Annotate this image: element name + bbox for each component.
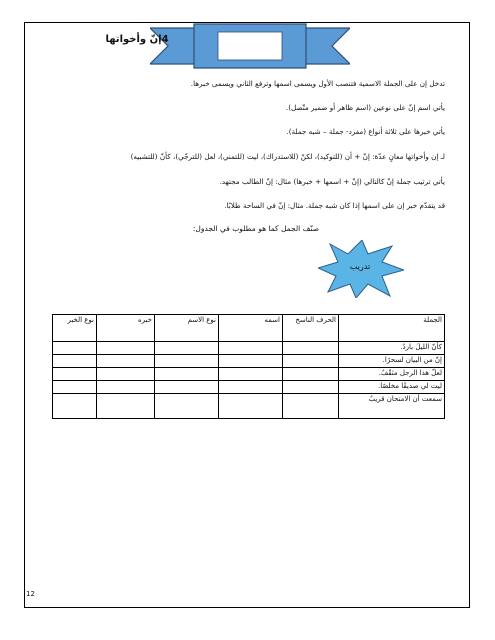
sentence-cell: ليت لي صديقًا مخلصًا. (339, 381, 445, 394)
answer-cell[interactable] (155, 381, 219, 394)
exercise-table (52, 314, 445, 419)
column-header-subject: اسمه (219, 315, 283, 342)
answer-cell[interactable] (155, 355, 219, 368)
exercise-instruction: صنّف الجمل كما هو مطلوب في الجدول: (192, 224, 319, 233)
answer-cell[interactable] (219, 394, 283, 419)
rule-line-2: يأتي اسم إنّ على نوعين (اسم ظاهر أو ضمير متّصل). (285, 103, 445, 112)
answer-cell[interactable] (97, 355, 155, 368)
answer-cell[interactable] (283, 342, 339, 355)
answer-cell[interactable] (155, 342, 219, 355)
title-banner (150, 22, 350, 70)
sentence-cell: سمعت أن الامتحان قريبٌ (339, 394, 445, 419)
rule-line-1: تدخل إن على الجملة الاسمية فتنصب الأول ويسمى اسمها وترفع الثاني ويسمى خبرها. (190, 79, 445, 88)
answer-cell[interactable] (219, 368, 283, 381)
answer-cell[interactable] (219, 381, 283, 394)
column-header-particle: الحرف الناسخ (283, 315, 339, 342)
column-header-predicate: خبره (97, 315, 155, 342)
column-header-subject-type: نوع الاسم (155, 315, 219, 342)
answer-cell[interactable] (283, 355, 339, 368)
answer-cell[interactable] (283, 381, 339, 394)
answer-cell[interactable] (155, 368, 219, 381)
ribbon-shape (150, 22, 350, 70)
answer-cell[interactable] (53, 394, 97, 419)
answer-cell[interactable] (53, 355, 97, 368)
answer-cell[interactable] (53, 342, 97, 355)
column-header-sentence: الجملة (339, 315, 445, 342)
table-row (53, 394, 445, 419)
answer-cell[interactable] (53, 381, 97, 394)
table-row (53, 355, 445, 368)
sentence-cell: كأنّ الليلَ باردٌ. (339, 342, 445, 355)
rule-line-3: يأتي خبرها على ثلاثة أنواع (مفرد- جملة – شبه جملة). (286, 127, 445, 136)
column-header-predicate-type: نوع الخبر (53, 315, 97, 342)
answer-cell[interactable] (155, 394, 219, 419)
table-header-row (53, 315, 445, 342)
answer-cell[interactable] (97, 368, 155, 381)
table-row (53, 381, 445, 394)
answer-cell[interactable] (53, 368, 97, 381)
answer-cell[interactable] (97, 394, 155, 419)
sentence-cell: إنّ من البيان لسحرًا. (339, 355, 445, 368)
rule-line-4: لـ إن وأخواتها معانٍ عدّة: إنّ + أن (للتوكيد)، لكنّ (للاستدراك)، ليت (للتمني)، لعل (للترجّي)، كأنّ (للتشبيه) (130, 152, 445, 161)
sentence-cell: لعلّ هذا الرجل مثقّفٌ. (339, 368, 445, 381)
table-row (53, 342, 445, 355)
answer-cell[interactable] (97, 342, 155, 355)
answer-cell[interactable] (219, 342, 283, 355)
rule-line-6: قد يتقدّم خبر إن على اسمها إذا كان شبه جملة. مثال: إنّ في الساحة طلابًا. (224, 201, 445, 210)
exercise-badge-label: تدريب (349, 262, 371, 271)
answer-cell[interactable] (219, 355, 283, 368)
answer-cell[interactable] (283, 394, 339, 419)
table-row (53, 368, 445, 381)
rule-line-5: يأتي ترتيب جملة إنّ كالتالي (إنّ + اسمها + خبرها) مثال: إنّ الطالب مجتهد. (219, 177, 445, 186)
answer-cell[interactable] (97, 381, 155, 394)
page-title: 4إنّ وأخواتها (105, 34, 169, 45)
answer-cell[interactable] (283, 368, 339, 381)
page-number: 12 (26, 590, 35, 598)
